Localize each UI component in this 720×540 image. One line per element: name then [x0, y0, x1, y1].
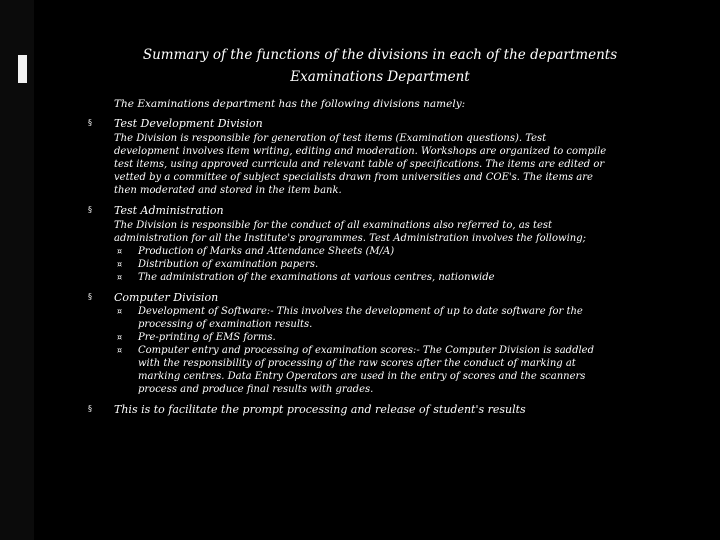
description-line: administration for all the Institute's programmes. Test Administration involves the following;	[114, 233, 586, 244]
section-heading: Computer Division	[114, 291, 219, 304]
sub-bullet-icon: ¤	[117, 333, 123, 342]
sub-item	[114, 331, 688, 344]
sub-item-line: Distribution of examination papers.	[138, 259, 319, 270]
slide-body	[88, 98, 688, 423]
sub-item-line: Computer entry and processing of examination scores:- The Computer Division is saddled	[138, 345, 594, 356]
square-bullet-icon: §	[88, 404, 92, 413]
sub-item	[114, 344, 688, 396]
sub-bullet-icon: ¤	[117, 260, 123, 269]
title-line-2: Examinations Department	[290, 69, 470, 85]
description-line: development involves item writing, editing and moderation. Workshops are organized to compile	[114, 146, 607, 157]
description-line: The Division is responsible for generation of test items (Examination questions). Test	[114, 133, 547, 144]
slide-title	[40, 44, 720, 88]
sub-item-line: process and produce final results with grades.	[138, 384, 374, 395]
sub-bullet-icon: ¤	[117, 273, 123, 282]
left-decorative-bar	[0, 0, 34, 540]
sub-item	[114, 258, 688, 271]
section-item	[88, 290, 688, 396]
square-bullet-icon: §	[88, 292, 92, 301]
title-line-1: Summary of the functions of the divisions in each of the departments	[142, 47, 618, 63]
accent-bar	[18, 55, 27, 83]
description-line: vetted by a committee of subject specialists drawn from universities and COE's. The items are	[114, 172, 593, 183]
intro-text: The Examinations department has the following divisions namely:	[114, 98, 466, 110]
square-bullet-icon: §	[88, 118, 92, 127]
sub-item-line: with the responsibility of processing of the raw scores after the conduct of marking at	[138, 358, 576, 369]
section-heading: This is to facilitate the prompt processing and release of student's results	[114, 403, 526, 416]
sub-bullet-icon: ¤	[117, 307, 123, 316]
description-line: The Division is responsible for the conduct of all examinations also referred to, as test	[114, 220, 553, 231]
sub-item-line: Pre-printing of EMS forms.	[138, 332, 276, 343]
section-list	[88, 116, 688, 417]
section-item	[88, 402, 688, 417]
sub-item-line: marking centres. Data Entry Operators are used in the entry of scores and the scanners	[138, 371, 586, 382]
section-description	[114, 219, 688, 245]
section-item	[88, 116, 688, 197]
sub-bullet-icon: ¤	[117, 247, 123, 256]
description-line: then moderated and stored in the item bank.	[114, 185, 342, 196]
sub-bullet-icon: ¤	[117, 346, 123, 355]
section-heading: Test Administration	[114, 204, 224, 217]
sub-item	[114, 305, 688, 331]
sub-item-line: The administration of the examinations at various centres, nationwide	[138, 272, 495, 283]
section-item	[88, 203, 688, 284]
sub-item-line: Production of Marks and Attendance Sheets (M/A)	[138, 246, 395, 257]
section-heading: Test Development Division	[114, 117, 263, 130]
sub-item	[114, 245, 688, 258]
square-bullet-icon: §	[88, 205, 92, 214]
section-description	[114, 132, 688, 197]
sub-item-line: Development of Software:- This involves the development of up to date software for the	[138, 306, 583, 317]
sub-item-line: processing of examination results.	[138, 319, 313, 330]
sub-item	[114, 271, 688, 284]
description-line: test items, using approved curricula and relevant table of specifications. The items are edited or	[114, 159, 605, 170]
